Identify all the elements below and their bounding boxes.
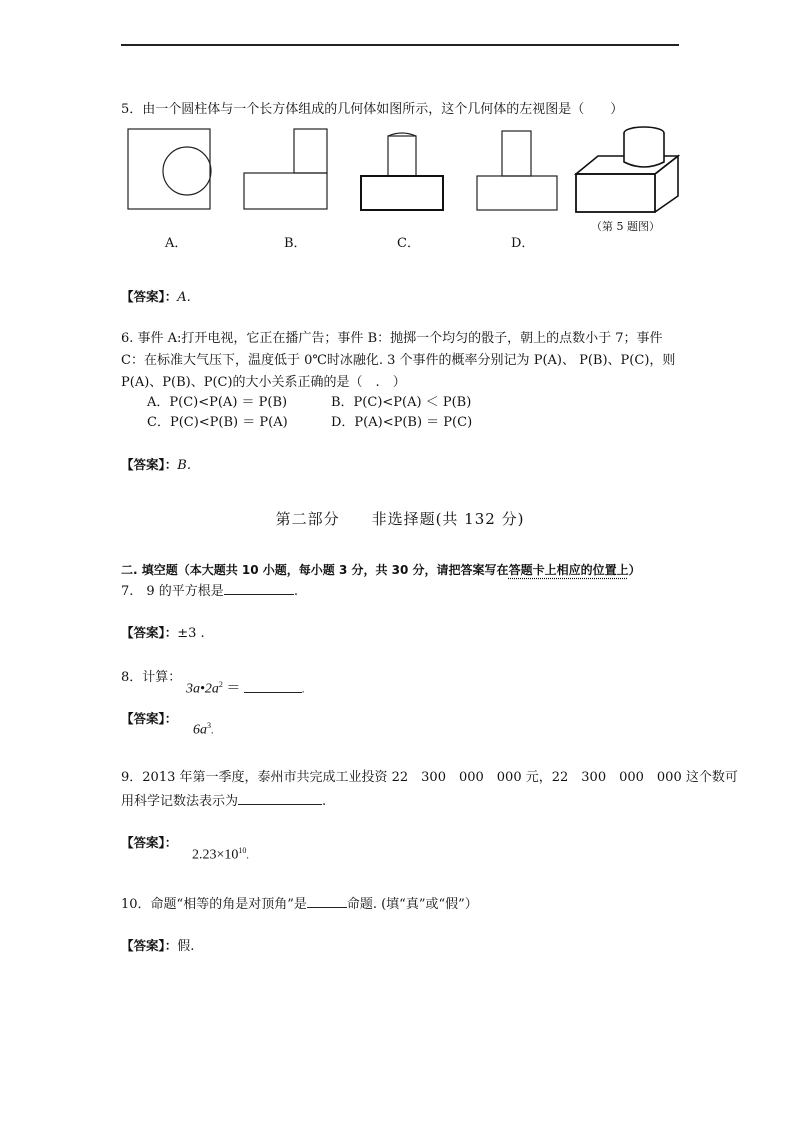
q6-line-2: C：在标准大气压下，温度低于 0℃时冰融化. 3 个事件的概率分别记为 P(A)、 P(B)、P(C)，则 [121,353,676,368]
q10-answer-blank[interactable] [307,895,347,908]
q8-equals: ＝ [226,681,241,697]
q8-expression: $3a•2a^2$ ＝ . [186,680,305,697]
answer-value: ±3 . [177,626,205,641]
q5-stem: 5．由一个圆柱体与一个长方体组成的几何体如图所示，这个几何体的左视图是（ ） [121,102,624,117]
q7-answer-blank[interactable] [224,582,294,595]
answer-label: 【答案】： [121,938,178,953]
q6-option-c: C．P(C)<P(B) ＝ P(A) [147,415,288,430]
q5-figure-b [243,128,329,210]
q5-option-d-label: D． [511,236,535,251]
q7-stem-text: 7. 9 的平方根是 [121,584,224,599]
q8-answer-blank[interactable] [244,680,302,693]
answer-value: A. [177,290,191,305]
q8-answer-dot: . [211,725,214,737]
answer-label: 【答案】： [121,625,178,640]
section-heading-emphasis: 答题卡上相应的位置上 [508,563,629,577]
q5-option-b-label: B． [284,236,307,251]
q5-figure-d [476,130,558,212]
q8-expr-exponent: 2 [218,680,223,689]
q6-option-a: A．P(C)<P(A) ＝ P(B) [147,395,288,410]
answer-value: 假. [177,939,195,954]
answer-label: 【答案】： [121,711,178,726]
q8-expr: 3a•2a [186,681,219,697]
q5-option-c-label: C． [397,236,420,251]
q7-stem [121,582,298,601]
q9-answer-exponent: 10 [238,846,247,855]
q8-answer-base: 6a [193,722,207,738]
q5-option-a-label: A． [165,236,188,251]
section-heading-close: ） [628,563,641,577]
q8-stem: 8．计算： [121,670,182,685]
q10-answer [121,937,194,956]
q9-line-1: 9．2013 年第一季度，泰州市共完成工业投资 22 300 000 000 元，22 300 000 000 这个数可 [121,770,738,785]
q10-stem-end: 命题. (填“真”或“假”） [346,897,478,912]
section-heading-text: 二. 填空题（本大题共 10 小题，每小题 3 分，共 30 分，请把答案写在 [121,563,509,577]
header-rule [121,44,679,46]
q5-figure-c [360,126,444,212]
q9-answer-dot: . [246,850,249,862]
q9-answer-value [192,842,249,866]
q7-answer [121,624,205,643]
section-title: 第二部分 非选择题(共 132 分) [275,510,525,528]
section-heading [121,561,641,579]
q8-answer [121,710,177,729]
q9-answer [121,834,177,853]
q9-answer-blank[interactable] [238,792,322,805]
q5-figure-a [127,128,211,210]
q10-stem [121,895,478,914]
q5-answer [121,288,191,307]
q7-stem-end: . [293,584,298,599]
q6-option-b: B．P(C)<P(A) ＜ P(B) [331,395,472,410]
answer-value: B. [177,458,191,473]
q8-answer-exponent: 3 [207,721,211,730]
q6-line-1: 6. 事件 A:打开电视，它正在播广告；事件 B：抛掷一个均匀的骰子，朝上的点数小于 7；事件 [121,331,663,346]
q8-answer-value [193,717,214,741]
q9-line-2 [121,792,326,811]
answer-label: 【答案】： [121,457,178,472]
q9-line-2-end: . [322,794,327,809]
q6-line-3: P(A)、P(B)、P(C)的大小关系正确的是（ . ） [121,375,406,390]
q6-answer [121,456,191,475]
answer-label: 【答案】： [121,289,178,304]
q6-option-d: D．P(A)<P(B) ＝ P(C) [331,415,473,430]
q5-3d-figure [573,124,683,216]
q9-line-2-text: 用科学记数法表示为 [121,794,239,809]
q10-stem-text: 10．命题“相等的角是对顶角”是 [121,897,307,912]
q9-answer-base: 2.23×10 [192,847,239,863]
answer-label: 【答案】： [121,835,178,850]
q5-figure-caption: （第 5 题图） [591,220,660,233]
